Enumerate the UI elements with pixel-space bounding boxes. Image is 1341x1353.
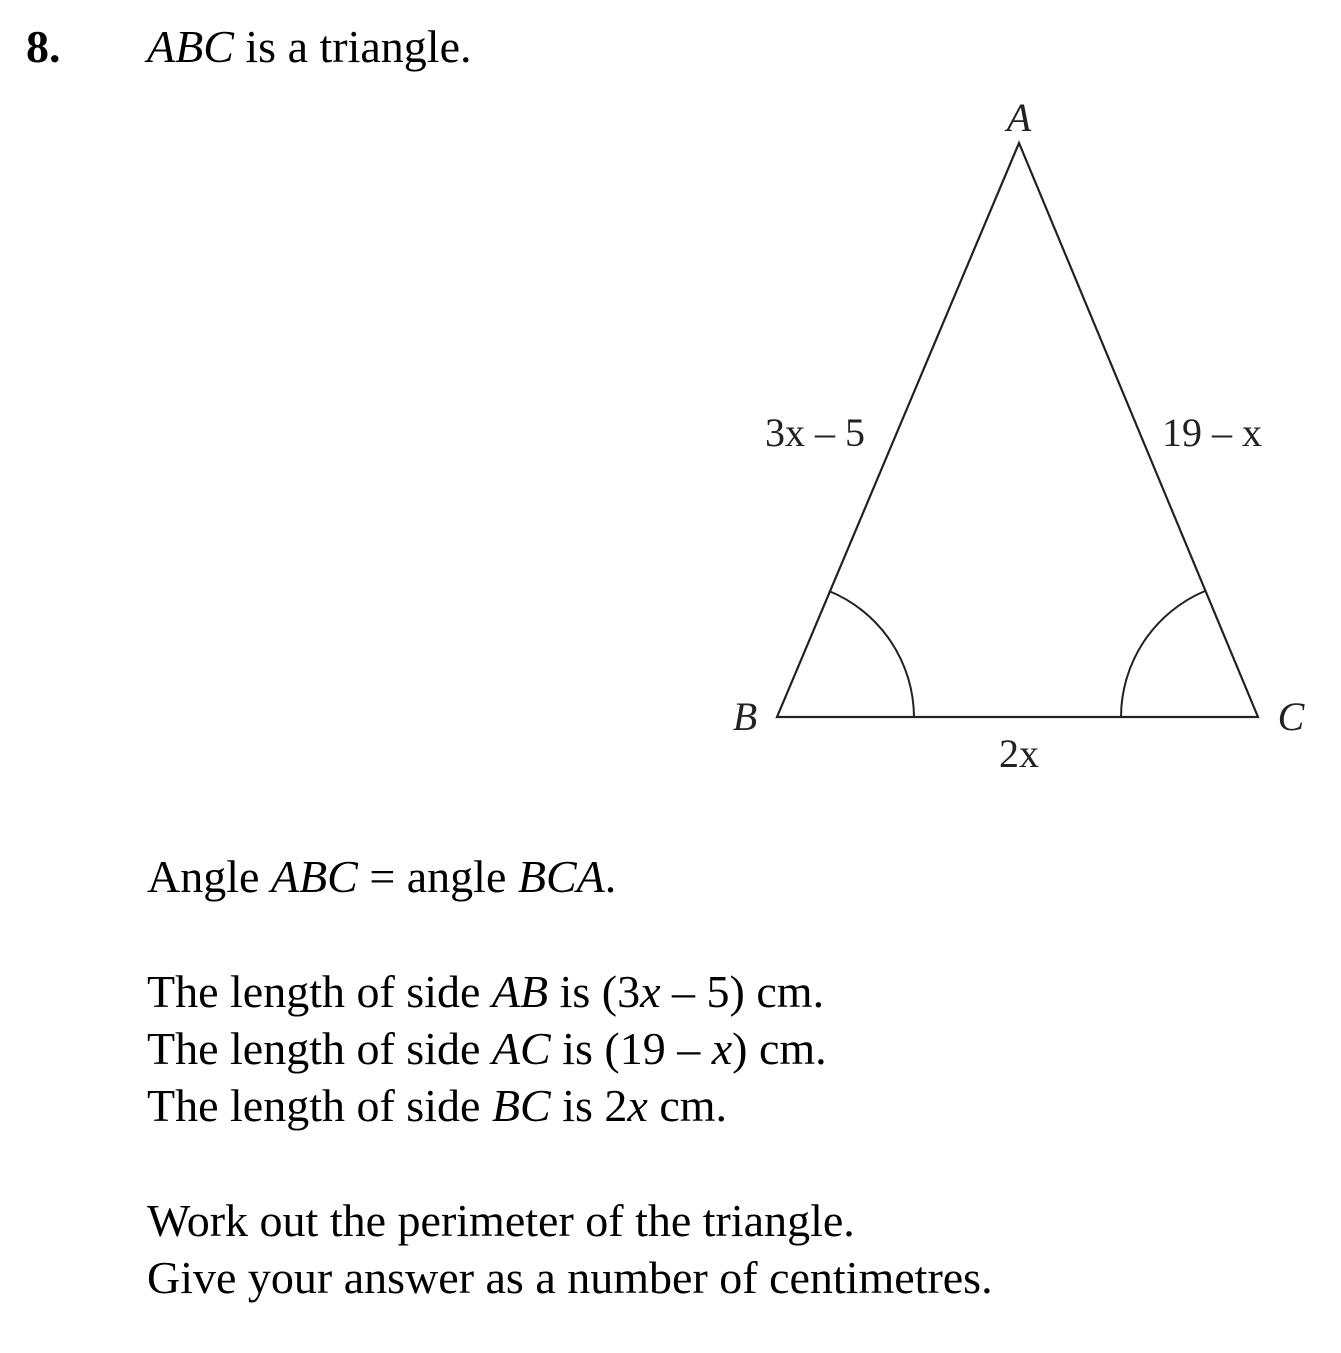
vertex-label-c: C xyxy=(1277,694,1305,739)
vertex-label-b: B xyxy=(732,694,758,739)
length-ac-statement xyxy=(147,1023,827,1074)
intro-text: is a triangle. xyxy=(233,21,472,72)
ac-variable: x xyxy=(711,1023,733,1074)
angle-arc-b xyxy=(829,591,914,717)
vertex-label-a: A xyxy=(1006,95,1032,140)
side-label-ab: 3x – 5 xyxy=(765,410,865,455)
task-instruction: Work out the perimeter of the triangle. xyxy=(147,1195,855,1246)
angle-statement xyxy=(147,851,617,902)
side-label-ac: 19 – x xyxy=(1162,410,1262,455)
angle-text-2: = angle xyxy=(357,851,518,902)
side-label-bc: 2x xyxy=(999,731,1039,776)
ac-text-1: The length of side xyxy=(147,1023,492,1074)
triangle-name: ABC xyxy=(147,21,234,72)
answer-instruction: Give your answer as a number of centimetres. xyxy=(147,1252,993,1303)
ab-variable: x xyxy=(640,966,661,1017)
angle-abc: ABC xyxy=(270,851,358,902)
question-number: 8. xyxy=(26,21,61,72)
angle-arc-c xyxy=(1121,591,1205,717)
ab-side: AB xyxy=(491,966,549,1017)
length-bc-statement xyxy=(147,1080,728,1131)
angle-bca: BCA xyxy=(517,851,605,902)
ab-text-3: – 5) cm. xyxy=(660,966,825,1017)
bc-variable: x xyxy=(627,1080,648,1131)
length-ab-statement xyxy=(147,966,825,1017)
bc-text-1: The length of side xyxy=(147,1080,492,1131)
ac-text-2: is (19 – xyxy=(550,1023,712,1074)
bc-text-2: is 2 xyxy=(550,1080,628,1131)
ab-text-2: is (3 xyxy=(548,966,641,1017)
bc-text-3: cm. xyxy=(647,1080,728,1131)
bc-side: BC xyxy=(491,1080,551,1131)
ab-text-1: The length of side xyxy=(147,966,492,1017)
ac-text-3: ) cm. xyxy=(732,1023,827,1074)
ac-side: AC xyxy=(491,1023,551,1074)
angle-text-1: Angle xyxy=(147,851,271,902)
angle-text-3: . xyxy=(604,851,617,902)
